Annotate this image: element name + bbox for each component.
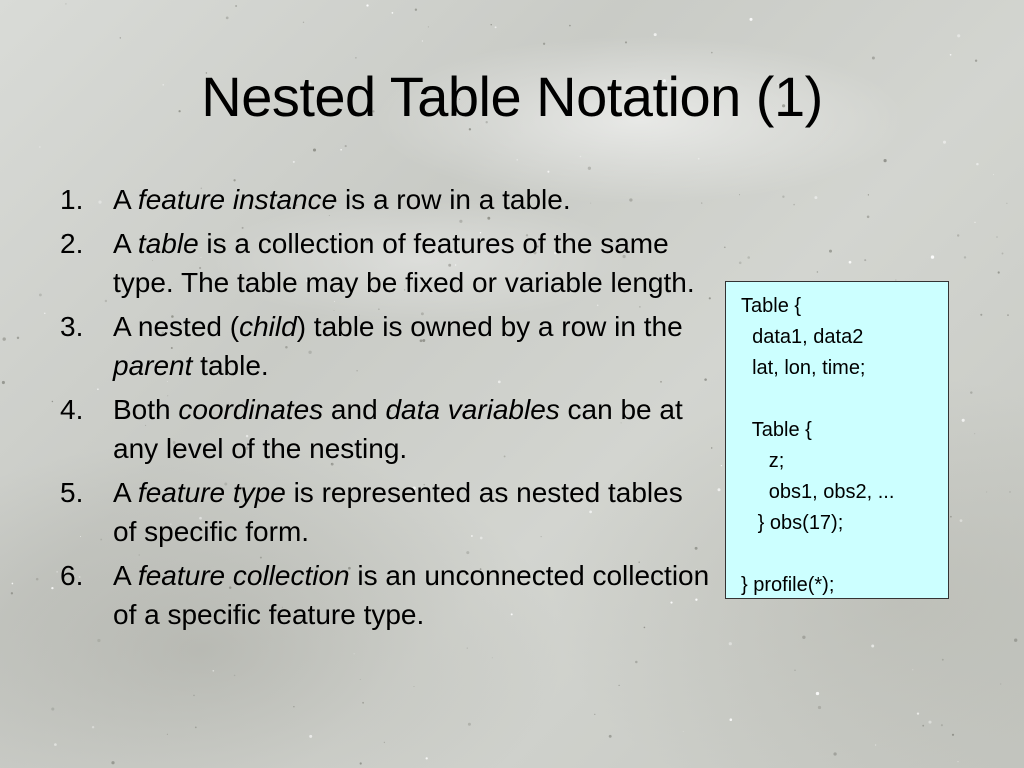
star-dot: [884, 159, 887, 162]
star-dot: [354, 653, 355, 654]
star-dot: [97, 639, 100, 642]
star-dot: [51, 587, 53, 589]
star-dot: [871, 645, 874, 648]
star-dot: [941, 724, 943, 726]
star-dot: [683, 731, 684, 732]
item-number: 5.: [60, 477, 84, 508]
star-dot: [111, 761, 114, 764]
item-number: 4.: [60, 394, 84, 425]
star-dot: [309, 735, 312, 738]
star-dot: [998, 271, 1000, 273]
star-dot: [3, 337, 6, 340]
star-dot: [960, 519, 963, 522]
star-dot: [986, 491, 987, 492]
star-dot: [120, 37, 121, 38]
star-dot: [65, 3, 66, 4]
code-line: Table {: [741, 295, 802, 317]
star-dot: [928, 721, 931, 724]
star-dot: [193, 695, 195, 697]
star-dot: [426, 757, 428, 759]
star-dot: [39, 146, 40, 147]
star-dot: [36, 578, 39, 581]
star-dot: [392, 12, 394, 14]
star-dot: [794, 670, 795, 671]
star-dot: [167, 734, 168, 735]
list-item: [60, 390, 710, 468]
star-dot: [580, 156, 582, 158]
star-dot: [829, 250, 832, 253]
star-dot: [1002, 253, 1004, 255]
star-dot: [340, 149, 342, 151]
code-line: Table {: [741, 419, 812, 441]
star-dot: [516, 159, 517, 160]
code-line: obs1, obs2, ...: [741, 481, 895, 503]
star-dot: [816, 692, 819, 695]
star-dot: [547, 171, 549, 173]
emphasis-text: parent: [113, 350, 193, 381]
emphasis-text: feature type: [137, 477, 286, 508]
item-text: A table is a collection of features of the same type. The table may be fixed or variable length.: [113, 228, 695, 298]
star-dot: [739, 261, 742, 264]
star-dot: [44, 313, 45, 314]
star-dot: [491, 24, 492, 25]
star-dot: [817, 271, 818, 272]
item-text: A feature instance is a row in a table.: [113, 184, 571, 215]
list-item: [60, 556, 710, 634]
star-dot: [957, 234, 959, 236]
star-dot: [212, 670, 214, 672]
star-dot: [747, 256, 750, 259]
star-dot: [950, 516, 952, 518]
emphasis-text: child: [239, 311, 297, 342]
star-dot: [467, 648, 468, 649]
star-dot: [360, 762, 362, 764]
star-dot: [980, 314, 982, 316]
star-dot: [802, 636, 805, 639]
star-dot: [868, 194, 869, 195]
star-dot: [625, 41, 627, 43]
emphasis-text: data variables: [385, 394, 560, 425]
star-dot: [54, 743, 57, 746]
star-dot: [569, 25, 571, 27]
star-dot: [428, 26, 429, 27]
list-item: [60, 473, 710, 551]
item-number: 1.: [60, 184, 84, 215]
star-dot: [468, 723, 471, 726]
star-dot: [849, 261, 852, 264]
star-dot: [957, 34, 960, 37]
star-dot: [962, 419, 965, 422]
star-dot: [345, 145, 347, 147]
star-dot: [711, 52, 713, 54]
star-dot: [360, 679, 361, 680]
star-dot: [818, 706, 821, 709]
star-dot: [609, 735, 612, 738]
code-line: [741, 384, 948, 415]
star-dot: [2, 381, 5, 384]
list-item: [60, 307, 710, 385]
item-text: A nested (child) table is owned by a row in the parent table.: [113, 311, 683, 381]
star-dot: [11, 592, 13, 594]
star-dot: [964, 256, 966, 258]
list-item: [60, 180, 710, 219]
star-dot: [958, 761, 959, 762]
star-dot: [922, 725, 924, 727]
star-dot: [195, 727, 197, 729]
star-dot: [422, 40, 423, 41]
star-dot: [793, 204, 795, 206]
code-line: z;: [741, 450, 785, 472]
emphasis-text: feature collection: [137, 560, 350, 591]
star-dot: [867, 216, 870, 219]
star-dot: [993, 174, 994, 175]
star-dot: [976, 163, 979, 166]
star-dot: [226, 17, 229, 20]
code-line: data1, data2: [741, 326, 864, 348]
star-dot: [1000, 684, 1001, 685]
star-dot: [974, 222, 975, 223]
item-text: A feature collection is an unconnected collection of a specific feature type.: [113, 560, 710, 630]
star-dot: [39, 293, 42, 296]
star-dot: [492, 657, 493, 658]
star-dot: [872, 57, 875, 60]
item-number: 3.: [60, 311, 84, 342]
star-dot: [749, 18, 752, 21]
star-dot: [235, 5, 237, 7]
star-dot: [833, 752, 836, 755]
star-dot: [415, 9, 417, 11]
star-dot: [654, 33, 657, 36]
star-dot: [952, 734, 954, 736]
star-dot: [543, 43, 545, 45]
code-line: lat, lon, time;: [741, 357, 866, 379]
code-box: [725, 281, 949, 599]
star-dot: [864, 259, 866, 261]
star-dot: [698, 158, 700, 160]
star-dot: [875, 744, 876, 745]
star-dot: [366, 4, 368, 6]
star-dot: [739, 194, 740, 195]
star-dot: [495, 26, 497, 28]
star-dot: [1006, 203, 1007, 204]
star-dot: [303, 22, 304, 23]
list-item: [60, 224, 710, 302]
item-number: 6.: [60, 560, 84, 591]
star-dot: [724, 246, 726, 248]
emphasis-text: table: [137, 228, 199, 259]
star-dot: [414, 686, 415, 687]
star-dot: [313, 148, 316, 151]
star-dot: [355, 57, 356, 58]
star-dot: [950, 54, 952, 56]
item-number: 2.: [60, 228, 84, 259]
star-dot: [942, 659, 944, 661]
star-dot: [635, 661, 638, 664]
star-dot: [718, 488, 721, 491]
emphasis-text: coordinates: [178, 394, 324, 425]
slide-title: Nested Table Notation (1): [201, 65, 823, 128]
star-dot: [917, 712, 919, 714]
star-dot: [17, 337, 19, 339]
star-dot: [814, 196, 817, 199]
star-dot: [56, 571, 57, 572]
item-text: A feature type is represented as nested tables of specific form.: [113, 477, 683, 547]
star-dot: [618, 685, 619, 686]
star-dot: [293, 161, 295, 163]
star-dot: [293, 706, 294, 707]
star-dot: [12, 583, 14, 585]
emphasis-text: feature instance: [137, 184, 338, 215]
star-dot: [782, 196, 784, 198]
star-dot: [996, 236, 998, 238]
star-dot: [52, 401, 53, 402]
star-dot: [362, 702, 364, 704]
star-dot: [1007, 314, 1009, 316]
star-dot: [970, 391, 972, 393]
star-dot: [721, 465, 722, 466]
star-dot: [1014, 639, 1017, 642]
star-dot: [384, 742, 385, 743]
star-dot: [912, 669, 913, 670]
star-dot: [729, 642, 732, 645]
star-dot: [51, 707, 54, 710]
bullet-list: [60, 180, 710, 639]
star-dot: [92, 726, 94, 728]
code-line: [741, 539, 948, 570]
item-text: Both coordinates and data variables can be at any level of the nesting.: [113, 394, 683, 464]
star-dot: [730, 718, 733, 721]
star-dot: [711, 447, 712, 448]
code-line: } obs(17);: [741, 512, 844, 534]
star-dot: [588, 167, 591, 170]
star-dot: [943, 141, 946, 144]
code-line: } profile(*);: [741, 574, 835, 596]
star-dot: [234, 675, 236, 677]
star-dot: [974, 433, 975, 434]
star-dot: [594, 714, 595, 715]
star-dot: [1009, 491, 1010, 492]
star-dot: [931, 255, 934, 258]
